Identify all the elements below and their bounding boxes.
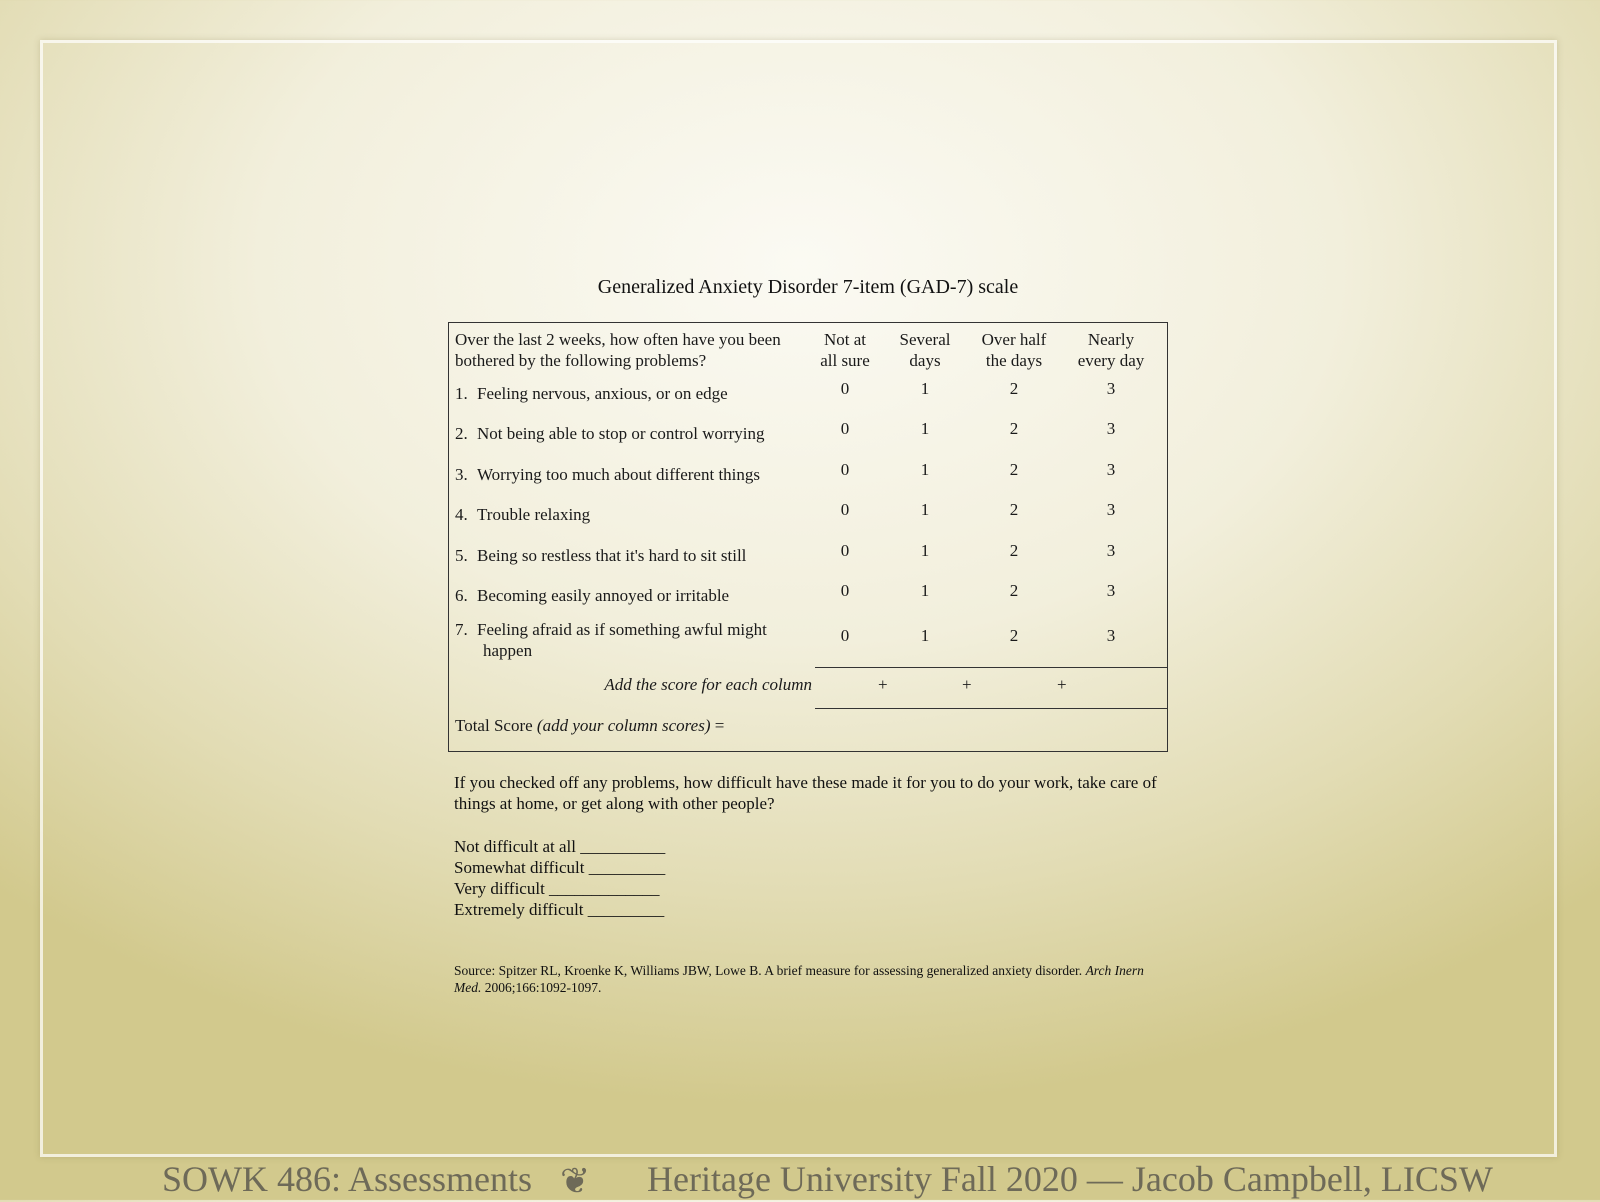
score-cell: 1 [920,581,930,600]
score-cell: 0 [840,541,850,560]
column-header-line1: Several [899,330,951,349]
difficulty-question: If you checked off any problems, how difficult have these made it for you to do your work, take care of things at home, or get along with other people? [454,773,1157,813]
item-label: Feeling nervous, anxious, or on edge [477,384,728,403]
score-cell: 3 [1106,419,1116,438]
item-4 [455,504,815,525]
item-6 [455,585,815,606]
score-cell: 1 [920,379,930,398]
item-2 [455,423,815,444]
sum-line-top [815,667,1167,668]
item-1 [455,383,815,404]
score-cell: 0 [840,581,850,600]
header-question: Over the last 2 weeks, how often have you been bothered by the following problems? [455,330,781,370]
source-citation [454,962,1154,996]
footer-institution: Heritage University Fall 2020 — Jacob Campbell, LICSW [647,1159,1493,1199]
item-number: 4. [455,505,468,524]
score-cell: 1 [920,626,930,645]
item-number: 2. [455,424,468,443]
plus-sign: + [1057,675,1067,694]
column-header-line2: the days [985,351,1043,370]
source-journal: Arch Inern Med. [454,963,1144,995]
difficulty-options [454,836,665,920]
column-header-line1: Not at [823,330,867,349]
score-cell: 2 [1009,460,1019,479]
item-number: 6. [455,586,468,605]
column-header-line2: every day [1077,351,1145,370]
item-label: Worrying too much about different things [477,465,761,484]
item-number: 5. [455,546,468,565]
column-header-line1: Over half [981,330,1047,349]
score-cell: 2 [1009,500,1019,519]
score-cell: 1 [920,500,930,519]
difficulty-option-extremely: Extremely difficult _________ [454,900,665,919]
total-score-label [455,716,724,736]
item-label: Trouble relaxing [477,505,591,524]
score-cell: 3 [1106,541,1116,560]
column-header-line2: days [909,351,941,370]
score-cell: 0 [840,626,850,645]
total-suffix: = [710,716,725,735]
score-cell: 3 [1106,460,1116,479]
score-cell: 1 [920,541,930,560]
score-cell: 2 [1009,379,1019,398]
score-cell: 3 [1106,379,1116,398]
plus-sign: + [962,675,972,694]
item-5 [455,545,815,566]
difficulty-option-not-difficult: Not difficult at all __________ [454,837,666,856]
column-header-several-days [877,329,973,371]
fleuron-icon: ❦ [560,1161,591,1201]
item-number: 7. [455,620,468,639]
score-cell: 3 [1106,500,1116,519]
source-authors: Source: Spitzer RL, Kroenke K, Williams JBW, Lowe B. A brief measure for assessing generalized anxiety disorder. [454,963,1086,978]
score-cell: 1 [920,419,930,438]
score-cell: 2 [1009,541,1019,560]
form-title: Generalized Anxiety Disorder 7-item (GAD-7) scale [597,276,1019,298]
score-cell: 2 [1009,581,1019,600]
item-number: 1. [455,384,468,403]
score-cell: 0 [840,419,850,438]
item-label: Becoming easily annoyed or irritable [477,586,730,605]
item-number: 3. [455,465,468,484]
score-cell: 0 [840,460,850,479]
item-3 [455,464,815,485]
item-label: Being so restless that it's hard to sit still [477,546,747,565]
score-cell: 0 [840,500,850,519]
difficulty-option-very: Very difficult _____________ [454,879,660,898]
score-cell: 1 [920,460,930,479]
gad7-table [448,322,1168,752]
item-label-continued: happen [483,641,533,660]
difficulty-option-somewhat: Somewhat difficult _________ [454,858,666,877]
item-label: Not being able to stop or control worrying [477,424,765,443]
score-cell: 2 [1009,419,1019,438]
column-header-line1: Nearly [1087,330,1135,349]
sum-line-bottom [815,708,1167,709]
plus-sign: + [878,675,888,694]
score-cell: 2 [1009,626,1019,645]
score-cell: 0 [840,379,850,398]
item-7 [455,619,815,661]
score-cell: 3 [1106,581,1116,600]
add-score-label: Add the score for each column [604,675,812,694]
column-header-line2: all sure [820,351,870,370]
column-header-over-half [966,329,1062,371]
score-cell: 3 [1106,626,1116,645]
total-prefix: Total Score [455,716,537,735]
footer-course: SOWK 486: Assessments [162,1159,533,1199]
source-details: 2006;166:1092-1097. [481,980,602,995]
column-header-nearly-every-day [1063,329,1159,371]
item-label: Feeling afraid as if something awful might [477,620,767,639]
total-instruction: (add your column scores) [536,716,711,735]
